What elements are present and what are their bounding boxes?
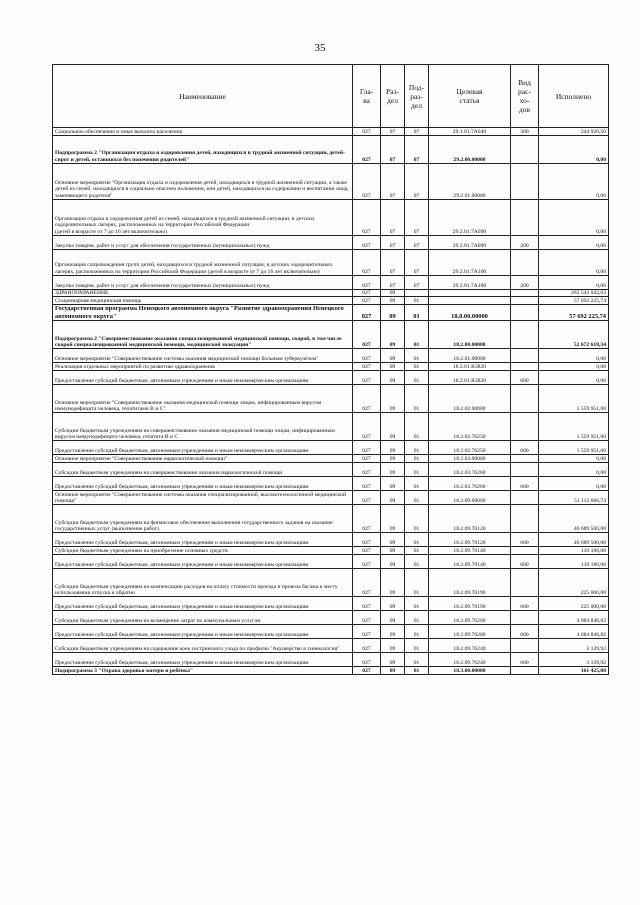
cell-chapter: 027: [353, 371, 381, 385]
table-row: [53, 547, 609, 555]
cell-subsection: 01: [405, 297, 429, 305]
cell-name: Закупка товаров, работ и услуг для обеспечения государственных (муниципальных) нужд: [53, 276, 353, 290]
cell-name: Закупка товаров, работ и услуг для обеспечения государственных (муниципальных) нужд: [53, 236, 353, 250]
cell-section: 09: [381, 547, 405, 555]
table-row: [53, 200, 609, 236]
table-row: [53, 625, 609, 639]
cell-expense-type: [511, 491, 539, 505]
cell-target-article: 29.1.01.7А040: [429, 128, 511, 136]
cell-expense-type: [511, 667, 539, 675]
cell-target-article: 18.2.01.R3820: [429, 363, 511, 371]
cell-subsection: 01: [405, 639, 429, 653]
table-row: [53, 305, 609, 321]
cell-subsection: 01: [405, 653, 429, 667]
cell-expense-type: 600: [511, 441, 539, 455]
cell-name: Субсидии бюджетным учреждениям на компенсацию расходов на оплату стоимости проезда и провоза багажа к месту использования отпуска и обратно: [53, 569, 353, 597]
cell-subsection: 01: [405, 349, 429, 363]
cell-expense-type: [511, 200, 539, 236]
cell-chapter: 027: [353, 491, 381, 505]
table-row: [53, 276, 609, 290]
cell-target-article: 18.2.01.00000: [429, 349, 511, 363]
cell-section: 09: [381, 321, 405, 349]
cell-name: Предоставление субсидий бюджетным, автономным учреждениям и иным некоммерческим организациям: [53, 533, 353, 547]
cell-section: 09: [381, 463, 405, 477]
cell-section: 09: [381, 305, 405, 321]
cell-name: Организация отдыха и оздоровления детей из семей, находящихся в трудной жизненной ситуации, в детских оздоровительных лагерях, расположенных на территории Российской Федерации (детей в возрасте от 7 до 16 лет включительно): [53, 200, 353, 236]
cell-executed: 3 139,92: [539, 639, 609, 653]
cell-subsection: 07: [405, 128, 429, 136]
cell-executed: 0,00: [539, 276, 609, 290]
table-row: [53, 250, 609, 276]
table-row: [53, 290, 609, 297]
cell-expense-type: [511, 569, 539, 597]
cell-subsection: 01: [405, 491, 429, 505]
cell-expense-type: [511, 639, 539, 653]
cell-executed: 1 559 951,60: [539, 413, 609, 441]
table-row: [53, 505, 609, 533]
cell-section: 07: [381, 276, 405, 290]
cell-subsection: 07: [405, 236, 429, 250]
cell-executed: 57 692 225,74: [539, 297, 609, 305]
cell-target-article: 18.2.03.00000: [429, 455, 511, 463]
cell-chapter: 027: [353, 276, 381, 290]
cell-chapter: 027: [353, 349, 381, 363]
cell-section: 09: [381, 290, 405, 297]
cell-target-article: [429, 297, 511, 305]
cell-name: Субсидии бюджетным учреждениям на совершенствование оказания наркологической помощи: [53, 463, 353, 477]
table-row: [53, 371, 609, 385]
cell-chapter: 027: [353, 290, 381, 297]
cell-target-article: 29.2.01.7А100: [429, 276, 511, 290]
cell-subsection: 01: [405, 611, 429, 625]
cell-chapter: 027: [353, 639, 381, 653]
cell-target-article: 18.3.00.00000: [429, 667, 511, 675]
cell-section: 09: [381, 667, 405, 675]
table-row: [53, 321, 609, 349]
table-row: [53, 136, 609, 164]
cell-executed: 225 000,00: [539, 569, 609, 597]
cell-chapter: 027: [353, 505, 381, 533]
cell-expense-type: 600: [511, 555, 539, 569]
cell-expense-type: [511, 290, 539, 297]
table-row: [53, 413, 609, 441]
cell-section: 09: [381, 385, 405, 413]
cell-expense-type: 600: [511, 371, 539, 385]
cell-executed: 0,00: [539, 250, 609, 276]
header-name: Наименование: [53, 65, 353, 128]
cell-subsection: 01: [405, 385, 429, 413]
cell-executed: 110 180,00: [539, 555, 609, 569]
cell-section: 09: [381, 477, 405, 491]
cell-executed: 225 000,00: [539, 597, 609, 611]
cell-expense-type: [511, 385, 539, 413]
cell-target-article: 18.2.02.76250: [429, 441, 511, 455]
header-section: Раз- дел: [381, 65, 405, 128]
cell-expense-type: 200: [511, 236, 539, 250]
cell-expense-type: 600: [511, 597, 539, 611]
cell-executed: 4 084 846,82: [539, 611, 609, 625]
header-chapter: Гла- ва: [353, 65, 381, 128]
table-row: [53, 363, 609, 371]
cell-subsection: 01: [405, 667, 429, 675]
cell-subsection: 01: [405, 555, 429, 569]
table-row: [53, 297, 609, 305]
cell-target-article: [429, 290, 511, 297]
cell-chapter: 027: [353, 250, 381, 276]
table-row: [53, 653, 609, 667]
cell-executed: 0,00: [539, 164, 609, 200]
header-executed: Исполнено: [539, 65, 609, 128]
cell-name: Подпрограмма 2 "Совершенствование оказания специализированной медицинской помощи, скорой, в том числе скорой специализированной медицинской помощи, медицинской эвакуации": [53, 321, 353, 349]
cell-chapter: 027: [353, 164, 381, 200]
cell-chapter: 027: [353, 611, 381, 625]
cell-target-article: 18.2.09.76240: [429, 639, 511, 653]
cell-executed: 0,00: [539, 200, 609, 236]
cell-chapter: 027: [353, 305, 381, 321]
cell-name: Предоставление субсидий бюджетным, автономным учреждениям и иным некоммерческим организациям: [53, 371, 353, 385]
cell-name: Субсидии бюджетным учреждениям на содержание коек сестринского ухода по профилю "Акушерство и гинекология": [53, 639, 353, 653]
cell-executed: 4 084 846,82: [539, 625, 609, 639]
cell-expense-type: 600: [511, 533, 539, 547]
cell-executed: 283 543 042,63: [539, 290, 609, 297]
cell-section: 07: [381, 136, 405, 164]
cell-target-article: 18.2.09.76240: [429, 653, 511, 667]
cell-name: Основное мероприятие "Организация отдыха и оздоровления детей, находящихся в трудной жизненной ситуации, а также детей из семей, находящихся в социально опасном положении, или детей, находящихся на содержании и воспитании лица, заменяющего родителя": [53, 164, 353, 200]
cell-target-article: 18.2.09.70120: [429, 505, 511, 533]
cell-subsection: 07: [405, 250, 429, 276]
cell-section: 09: [381, 363, 405, 371]
cell-name: Основное мероприятие "Совершенствование системы оказания специализированной, высокотехнологичной медицинской помощи": [53, 491, 353, 505]
cell-name: Субсидии бюджетным учреждениям на возмещение затрат по коммунальным услугам: [53, 611, 353, 625]
cell-expense-type: 600: [511, 477, 539, 491]
cell-section: 09: [381, 639, 405, 653]
table-row: [53, 463, 609, 477]
cell-executed: 46 689 500,00: [539, 505, 609, 533]
cell-subsection: 01: [405, 625, 429, 639]
cell-name: Предоставление субсидий бюджетным, автономным учреждениям и иным некоммерческим организациям: [53, 597, 353, 611]
cell-executed: 0,00: [539, 136, 609, 164]
cell-subsection: 07: [405, 276, 429, 290]
cell-subsection: 01: [405, 321, 429, 349]
cell-chapter: 027: [353, 533, 381, 547]
cell-expense-type: [511, 321, 539, 349]
cell-executed: 1 559 951,60: [539, 385, 609, 413]
table-row: [53, 455, 609, 463]
cell-chapter: 027: [353, 667, 381, 675]
cell-section: 09: [381, 413, 405, 441]
cell-name: Реализация отдельных мероприятий по развитию здравоохранения: [53, 363, 353, 371]
cell-name: Основное мероприятие "Совершенствование наркологической помощи": [53, 455, 353, 463]
cell-expense-type: [511, 455, 539, 463]
cell-section: 09: [381, 505, 405, 533]
cell-chapter: 027: [353, 597, 381, 611]
cell-executed: 52 672 618,34: [539, 321, 609, 349]
cell-executed: 0,00: [539, 349, 609, 363]
cell-executed: 0,00: [539, 463, 609, 477]
header-expense-type: Вид рас- хо- дов: [511, 65, 539, 128]
cell-name: Предоставление субсидий бюджетным, автономным учреждениям и иным некоммерческим организациям: [53, 441, 353, 455]
cell-executed: 1 559 951,60: [539, 441, 609, 455]
cell-expense-type: [511, 250, 539, 276]
table-row: [53, 597, 609, 611]
cell-subsection: 01: [405, 363, 429, 371]
cell-section: 07: [381, 128, 405, 136]
cell-executed: 46 689 500,00: [539, 533, 609, 547]
cell-subsection: 07: [405, 136, 429, 164]
cell-chapter: 027: [353, 128, 381, 136]
cell-subsection: 01: [405, 413, 429, 441]
cell-name: Основное мероприятие "Совершенствование оказания медицинской помощи лицам, инфицированным вирусом иммунодефицита человека, гепатитами В и С": [53, 385, 353, 413]
cell-chapter: 027: [353, 555, 381, 569]
cell-target-article: 29.2.01.00000: [429, 164, 511, 200]
cell-target-article: 18.2.09.70200: [429, 625, 511, 639]
cell-target-article: 18.2.09.70190: [429, 569, 511, 597]
cell-target-article: 18.2.09.70200: [429, 611, 511, 625]
cell-name: Предоставление субсидий бюджетным, автономным учреждениям и иным некоммерческим организациям: [53, 555, 353, 569]
table-row: [53, 385, 609, 413]
cell-expense-type: 200: [511, 276, 539, 290]
cell-expense-type: [511, 164, 539, 200]
cell-executed: 3 139,92: [539, 653, 609, 667]
cell-name: Подпрограмма 2 "Организация отдыха и оздоровления детей, находящихся в трудной жизненной ситуации, детей-сирот и детей, оставшихся без попечения родителей": [53, 136, 353, 164]
cell-chapter: 027: [353, 653, 381, 667]
table-row: [53, 555, 609, 569]
cell-section: 09: [381, 297, 405, 305]
table-row: [53, 611, 609, 625]
table-body: [53, 128, 609, 675]
cell-name: Организация сопровождения групп детей, находящихся в трудной жизненной ситуации, в детских оздоровительных лагерях, расположенных на территории Российской Федерации (детей в возрасте от 7 до 16 лет включительно): [53, 250, 353, 276]
table-row: [53, 236, 609, 250]
cell-section: 09: [381, 555, 405, 569]
table-row: [53, 441, 609, 455]
cell-chapter: 027: [353, 547, 381, 555]
cell-name: Подпрограмма 3 "Охрана здоровья матери и ребёнка": [53, 667, 353, 675]
cell-section: 09: [381, 441, 405, 455]
cell-section: 09: [381, 569, 405, 597]
cell-expense-type: [511, 413, 539, 441]
cell-chapter: 027: [353, 569, 381, 597]
cell-executed: 110 180,00: [539, 547, 609, 555]
cell-executed: 0,00: [539, 363, 609, 371]
cell-name: Субсидии бюджетным учреждениям на финансовое обеспечение выполнения государственного задания на оказание государственных услуг (выполнение работ): [53, 505, 353, 533]
cell-expense-type: [511, 505, 539, 533]
cell-chapter: 027: [353, 413, 381, 441]
cell-section: 09: [381, 533, 405, 547]
cell-target-article: 18.2.09.70120: [429, 533, 511, 547]
cell-expense-type: 600: [511, 653, 539, 667]
cell-chapter: 027: [353, 236, 381, 250]
cell-section: 09: [381, 491, 405, 505]
cell-section: 07: [381, 164, 405, 200]
cell-section: 09: [381, 597, 405, 611]
cell-name: Государственная программа Ненецкого автономного округа "Развитие здравоохранения Ненецкого автономного округа": [53, 305, 353, 321]
cell-name: Предоставление субсидий бюджетным, автономным учреждениям и иным некоммерческим организациям: [53, 653, 353, 667]
cell-target-article: 18.2.02.00000: [429, 385, 511, 413]
cell-subsection: 01: [405, 371, 429, 385]
cell-chapter: 027: [353, 625, 381, 639]
cell-target-article: 18.2.09.70140: [429, 555, 511, 569]
cell-chapter: 027: [353, 463, 381, 477]
cell-section: 07: [381, 200, 405, 236]
cell-expense-type: [511, 136, 539, 164]
table-row: [53, 639, 609, 653]
cell-subsection: 01: [405, 455, 429, 463]
cell-executed: 57 692 225,74: [539, 305, 609, 321]
cell-subsection: 01: [405, 569, 429, 597]
table-row: [53, 569, 609, 597]
cell-chapter: 027: [353, 385, 381, 413]
cell-executed: 0,00: [539, 236, 609, 250]
cell-expense-type: [511, 363, 539, 371]
cell-name: Предоставление субсидий бюджетным, автономным учреждениям и иным некоммерческим организациям: [53, 477, 353, 491]
cell-subsection: 01: [405, 463, 429, 477]
cell-executed: 161 425,00: [539, 667, 609, 675]
cell-target-article: 18.2.09.70140: [429, 547, 511, 555]
cell-expense-type: [511, 297, 539, 305]
cell-executed: 51 112 666,74: [539, 491, 609, 505]
cell-section: 09: [381, 611, 405, 625]
cell-expense-type: [511, 349, 539, 363]
cell-name: Основное мероприятие "Совершенствование системы оказания медицинской помощи больным туберкулезом": [53, 349, 353, 363]
cell-target-article: 18.2.03.76260: [429, 463, 511, 477]
cell-expense-type: 300: [511, 128, 539, 136]
cell-chapter: 027: [353, 441, 381, 455]
cell-subsection: 01: [405, 597, 429, 611]
cell-chapter: 027: [353, 321, 381, 349]
cell-section: 09: [381, 455, 405, 463]
cell-target-article: 18.0.00.00000: [429, 305, 511, 321]
budget-table: [52, 64, 609, 675]
cell-section: 09: [381, 653, 405, 667]
cell-chapter: 027: [353, 455, 381, 463]
cell-expense-type: [511, 305, 539, 321]
cell-subsection: 01: [405, 505, 429, 533]
cell-subsection: 01: [405, 477, 429, 491]
cell-subsection: [405, 290, 429, 297]
table-row: [53, 491, 609, 505]
cell-subsection: 07: [405, 164, 429, 200]
cell-name: Социальное обеспечение и иные выплаты населению: [53, 128, 353, 136]
cell-name: ЗДРАВООХРАНЕНИЕ: [53, 290, 353, 297]
page-number: 35: [314, 42, 326, 54]
cell-chapter: 027: [353, 200, 381, 236]
cell-target-article: 18.2.02.76250: [429, 413, 511, 441]
cell-target-article: 29.2.01.7А100: [429, 250, 511, 276]
cell-executed: 0,00: [539, 477, 609, 491]
cell-subsection: 01: [405, 533, 429, 547]
cell-chapter: 027: [353, 363, 381, 371]
cell-name: Стационарная медицинская помощь: [53, 297, 353, 305]
table-row: [53, 533, 609, 547]
cell-executed: 0,00: [539, 371, 609, 385]
cell-target-article: 18.2.00.00000: [429, 321, 511, 349]
cell-section: 07: [381, 250, 405, 276]
cell-executed: 0,00: [539, 455, 609, 463]
table-row: [53, 164, 609, 200]
cell-expense-type: [511, 463, 539, 477]
table-header: [53, 65, 609, 128]
header-subsection: Под- раз- дел: [405, 65, 429, 128]
cell-chapter: 027: [353, 297, 381, 305]
cell-target-article: 18.2.09.70190: [429, 597, 511, 611]
cell-executed: 244 920,50: [539, 128, 609, 136]
cell-section: 09: [381, 625, 405, 639]
cell-name: Предоставление субсидий бюджетным, автономным учреждениям и иным некоммерческим организациям: [53, 625, 353, 639]
cell-subsection: 07: [405, 200, 429, 236]
cell-chapter: 027: [353, 477, 381, 491]
cell-section: 09: [381, 371, 405, 385]
cell-subsection: 01: [405, 305, 429, 321]
cell-subsection: 01: [405, 441, 429, 455]
cell-target-article: 18.2.01.R3820: [429, 371, 511, 385]
cell-target-article: 29.2.01.7А090: [429, 200, 511, 236]
cell-expense-type: [511, 611, 539, 625]
cell-expense-type: [511, 547, 539, 555]
cell-name: Субсидии бюджетным учреждениям на совершенствование оказания медицинской помощи лицам, инфицированным вирусом иммунодефицита человека, гепатита В и С: [53, 413, 353, 441]
cell-expense-type: 600: [511, 625, 539, 639]
cell-subsection: 01: [405, 547, 429, 555]
cell-target-article: 29.2.01.7А090: [429, 236, 511, 250]
table-row: [53, 128, 609, 136]
cell-section: 07: [381, 236, 405, 250]
table-row: [53, 349, 609, 363]
cell-section: 09: [381, 349, 405, 363]
cell-target-article: 29.2.00.00000: [429, 136, 511, 164]
table-row: [53, 667, 609, 675]
cell-chapter: 027: [353, 136, 381, 164]
table-row: [53, 477, 609, 491]
cell-target-article: 18.2.09.00000: [429, 491, 511, 505]
cell-target-article: 18.2.03.76260: [429, 477, 511, 491]
header-target-article: Целевая статья: [429, 65, 511, 128]
cell-name: Субсидии бюджетным учреждениям на приобретение основных средств: [53, 547, 353, 555]
